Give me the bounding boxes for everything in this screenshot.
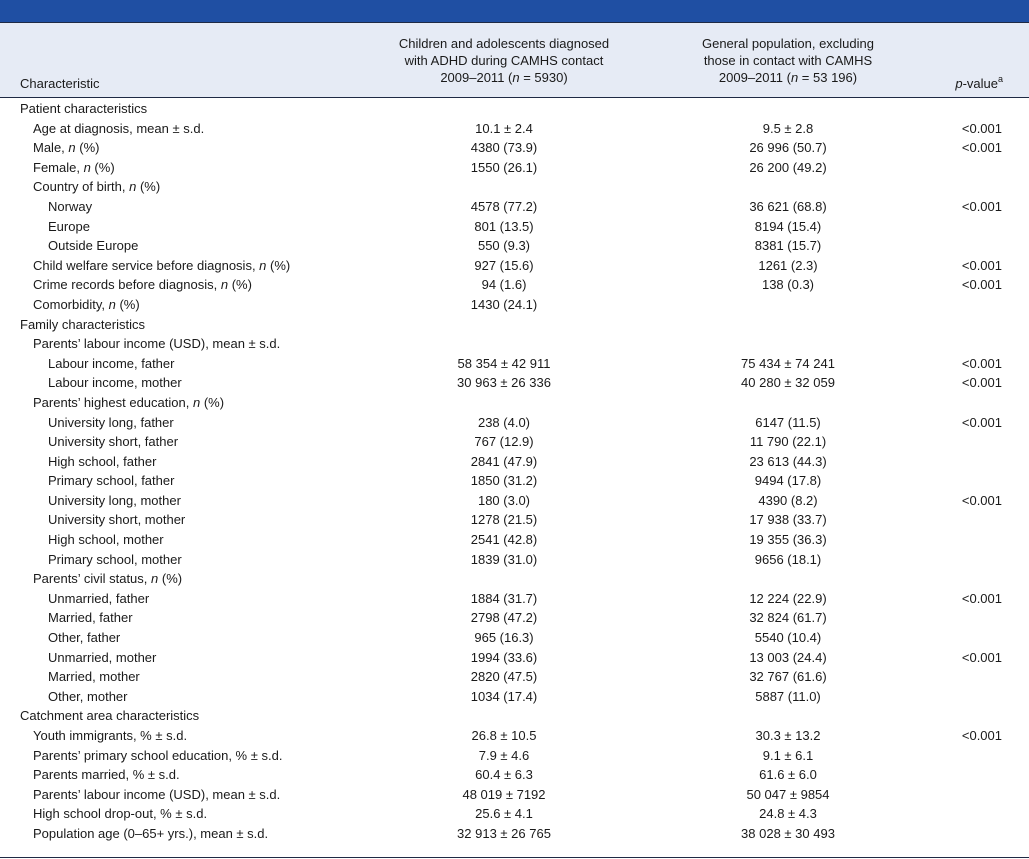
p-value: <0.001 (961, 140, 1002, 156)
adhd-value: 26.8 ± 10.5 (471, 728, 537, 743)
header-gen-count: = 53 196) (798, 70, 858, 85)
table-row (0, 217, 1029, 237)
row-label: Labour income, father (48, 355, 175, 371)
header-adhd-line1: Children and adolescents diagnosed (398, 36, 610, 51)
header-gen-line1: General population, excluding (701, 36, 874, 51)
header-characteristic: Characteristic (20, 76, 100, 91)
row-label: Europe (48, 218, 90, 234)
general-population-value: 50 047 ± 9854 (746, 786, 830, 802)
adhd-value: 1430 (24.1) (470, 296, 538, 312)
adhd-value: 1884 (31.7) (470, 590, 538, 606)
row-label: Male, n (%) (33, 140, 100, 156)
adhd-value: 1994 (33.6) (470, 649, 538, 665)
header-adhd-group (370, 35, 638, 86)
general-population-value: 9656 (18.1) (754, 551, 822, 567)
table-row (0, 452, 1029, 472)
table-row (0, 785, 1029, 805)
general-population-value: 8194 (15.4) (754, 218, 822, 234)
row-label: High school, father (48, 453, 157, 469)
table-header (0, 22, 1029, 98)
header-gen-years: 2009–2011 ( (718, 70, 791, 85)
p-value: <0.001 (961, 277, 1002, 293)
adhd-value: 1550 (26.1) (470, 159, 538, 175)
general-population-value: 30.3 ± 13.2 (755, 728, 821, 743)
adhd-value: 25.6 ± 4.1 (475, 806, 533, 822)
general-population-value: 12 224 (22.9) (749, 590, 827, 606)
adhd-value: 550 (9.3) (477, 238, 531, 254)
table-row (0, 608, 1029, 628)
p-value: <0.001 (961, 375, 1002, 391)
adhd-value: 7.9 ± 4.6 (478, 747, 530, 763)
adhd-value: 32 913 ± 26 765 (457, 825, 551, 841)
table-row (0, 295, 1029, 315)
row-label: Parents’ labour income (USD), mean ± s.d. (33, 786, 281, 802)
row-label: Country of birth, n (%) (33, 179, 161, 195)
row-label: University short, mother (48, 512, 186, 528)
adhd-value: 58 354 ± 42 911 (457, 355, 551, 371)
row-label: Catchment area characteristics (20, 708, 200, 724)
table-row (0, 569, 1029, 589)
adhd-value: 4578 (77.2) (470, 198, 538, 214)
table-row (0, 628, 1029, 648)
adhd-value: 2841 (47.9) (470, 453, 538, 469)
row-label: Female, n (%) (33, 159, 115, 175)
general-population-value: 38 028 ± 30 493 (741, 825, 835, 841)
row-label: Married, father (48, 610, 133, 626)
row-label: Comorbidity, n (%) (33, 296, 140, 312)
p-value: <0.001 (961, 257, 1002, 273)
general-population-value: 26 996 (50.7) (749, 140, 827, 156)
table-bottom-rule (0, 857, 1029, 858)
table-row (0, 550, 1029, 570)
table-row (0, 354, 1029, 374)
adhd-value: 60.4 ± 6.3 (475, 767, 533, 783)
row-label: Child welfare service before diagnosis, n (%) (33, 257, 291, 273)
header-p-rest: -value (962, 76, 998, 91)
adhd-value: 767 (12.9) (474, 434, 534, 450)
row-label: Norway (48, 198, 93, 214)
row-label: Youth immigrants, % ± s.d. (33, 728, 188, 743)
section-row (0, 315, 1029, 335)
row-label: University short, father (48, 434, 179, 450)
general-population-value: 138 (0.3) (761, 277, 815, 293)
general-population-value: 5540 (10.4) (754, 630, 822, 646)
row-label: Primary school, father (48, 473, 175, 489)
table-row (0, 138, 1029, 158)
table-row (0, 413, 1029, 433)
row-label: Married, mother (48, 669, 140, 685)
table-row (0, 197, 1029, 217)
table-row (0, 432, 1029, 452)
row-label: University long, father (48, 414, 174, 430)
adhd-value: 1850 (31.2) (470, 473, 538, 489)
general-population-value: 23 613 (44.3) (749, 453, 827, 469)
header-gen-line3 (663, 69, 913, 86)
header-adhd-count: = 5930) (519, 70, 568, 85)
row-label: Parents’ civil status, n (%) (33, 571, 183, 587)
general-population-value: 19 355 (36.3) (749, 532, 827, 548)
adhd-value: 1278 (21.5) (470, 512, 538, 528)
p-value: <0.001 (961, 414, 1002, 430)
general-population-value: 17 938 (33.7) (749, 512, 827, 528)
header-p-value (955, 75, 1003, 92)
row-label: Other, father (48, 630, 121, 646)
adhd-value: 4380 (73.9) (470, 140, 538, 156)
p-value: <0.001 (961, 492, 1002, 508)
general-population-value: 1261 (2.3) (758, 257, 818, 273)
header-adhd-line2: with ADHD during CAMHS contact (404, 53, 604, 68)
general-population-value: 8381 (15.7) (754, 238, 822, 254)
row-label: Population age (0–65+ yrs.), mean ± s.d. (33, 825, 269, 841)
row-label: Family characteristics (20, 316, 145, 332)
table-row (0, 158, 1029, 178)
table-row (0, 687, 1029, 707)
table-row (0, 275, 1029, 295)
adhd-value: 48 019 ± 7192 (462, 786, 546, 802)
adhd-value: 2798 (47.2) (470, 610, 538, 626)
header-gen-line2: those in contact with CAMHS (703, 53, 873, 68)
section-row (0, 99, 1029, 119)
table-row (0, 804, 1029, 824)
general-population-value: 26 200 (49.2) (749, 159, 827, 175)
table-row (0, 824, 1029, 844)
row-label: Unmarried, mother (48, 649, 157, 665)
header-adhd-years: 2009–2011 ( (440, 70, 513, 85)
p-value: <0.001 (961, 590, 1002, 606)
general-population-value: 40 280 ± 32 059 (741, 375, 835, 391)
adhd-value: 30 963 ± 26 336 (457, 375, 551, 391)
adhd-value: 801 (13.5) (474, 218, 534, 234)
row-label: Labour income, mother (48, 375, 182, 391)
adhd-value: 2541 (42.8) (470, 532, 538, 548)
adhd-value: 965 (16.3) (474, 630, 534, 646)
table-row (0, 373, 1029, 393)
header-adhd-line3 (370, 69, 638, 86)
p-value: <0.001 (961, 728, 1002, 743)
header-adhd-n: n (512, 70, 520, 85)
table-row (0, 589, 1029, 609)
p-value: <0.001 (961, 198, 1002, 214)
adhd-value: 2820 (47.5) (470, 669, 538, 685)
adhd-value: 1034 (17.4) (470, 688, 538, 704)
general-population-value: 9.1 ± 6.1 (762, 747, 814, 763)
row-label: Crime records before diagnosis, n (%) (33, 277, 252, 293)
table-row (0, 726, 1029, 746)
general-population-value: 36 621 (68.8) (749, 198, 827, 214)
section-row (0, 706, 1029, 726)
general-population-value: 32 824 (61.7) (749, 610, 827, 626)
header-gen-n: n (790, 70, 799, 85)
general-population-value: 9494 (17.8) (754, 473, 822, 489)
row-label: Age at diagnosis, mean ± s.d. (33, 120, 205, 136)
p-value: <0.001 (961, 649, 1002, 665)
row-label: University long, mother (48, 492, 181, 508)
p-value: <0.001 (961, 120, 1002, 136)
table-row (0, 667, 1029, 687)
table-row (0, 648, 1029, 668)
header-p-italic: p (955, 76, 963, 91)
p-value: <0.001 (961, 355, 1002, 371)
adhd-value: 180 (3.0) (477, 492, 531, 508)
general-population-value: 13 003 (24.4) (749, 649, 827, 665)
general-population-value: 24.8 ± 4.3 (759, 806, 817, 822)
table-row (0, 491, 1029, 511)
general-population-value: 9.5 ± 2.8 (762, 120, 814, 136)
adhd-value: 10.1 ± 2.4 (475, 120, 533, 136)
row-label: High school, mother (48, 532, 164, 548)
adhd-value: 1839 (31.0) (470, 551, 538, 567)
header-general-population (663, 35, 913, 86)
row-label: Parents’ primary school education, % ± s.d. (33, 747, 283, 763)
table-row (0, 746, 1029, 766)
table-row (0, 393, 1029, 413)
table-row (0, 236, 1029, 256)
general-population-value: 32 767 (61.6) (749, 669, 827, 685)
row-label: Other, mother (48, 688, 128, 704)
adhd-value: 94 (1.6) (481, 277, 527, 293)
general-population-value: 11 790 (22.1) (749, 434, 827, 450)
table-row (0, 334, 1029, 354)
table-row (0, 177, 1029, 197)
table-row (0, 256, 1029, 276)
header-p-footnote: a (997, 73, 1003, 84)
row-label: Parents married, % ± s.d. (33, 767, 180, 783)
row-label: Primary school, mother (48, 551, 182, 567)
general-population-value: 5887 (11.0) (755, 688, 821, 704)
table-title-bar (0, 0, 1029, 22)
adhd-value: 238 (4.0) (477, 414, 531, 430)
general-population-value: 6147 (11.5) (755, 414, 821, 430)
general-population-value: 61.6 ± 6.0 (759, 767, 817, 783)
row-label: High school drop-out, % ± s.d. (33, 806, 208, 822)
table-body (0, 99, 1029, 844)
table-row (0, 765, 1029, 785)
general-population-value: 4390 (8.2) (758, 492, 818, 508)
table-row (0, 119, 1029, 139)
table-row (0, 471, 1029, 491)
table-row (0, 510, 1029, 530)
row-label: Parents’ highest education, n (%) (33, 394, 225, 410)
row-label: Outside Europe (48, 238, 139, 254)
row-label: Patient characteristics (20, 101, 148, 116)
row-label: Parents’ labour income (USD), mean ± s.d. (33, 336, 281, 352)
table-row (0, 530, 1029, 550)
general-population-value: 75 434 ± 74 241 (741, 355, 835, 371)
adhd-value: 927 (15.6) (474, 257, 534, 273)
row-label: Unmarried, father (48, 590, 150, 606)
